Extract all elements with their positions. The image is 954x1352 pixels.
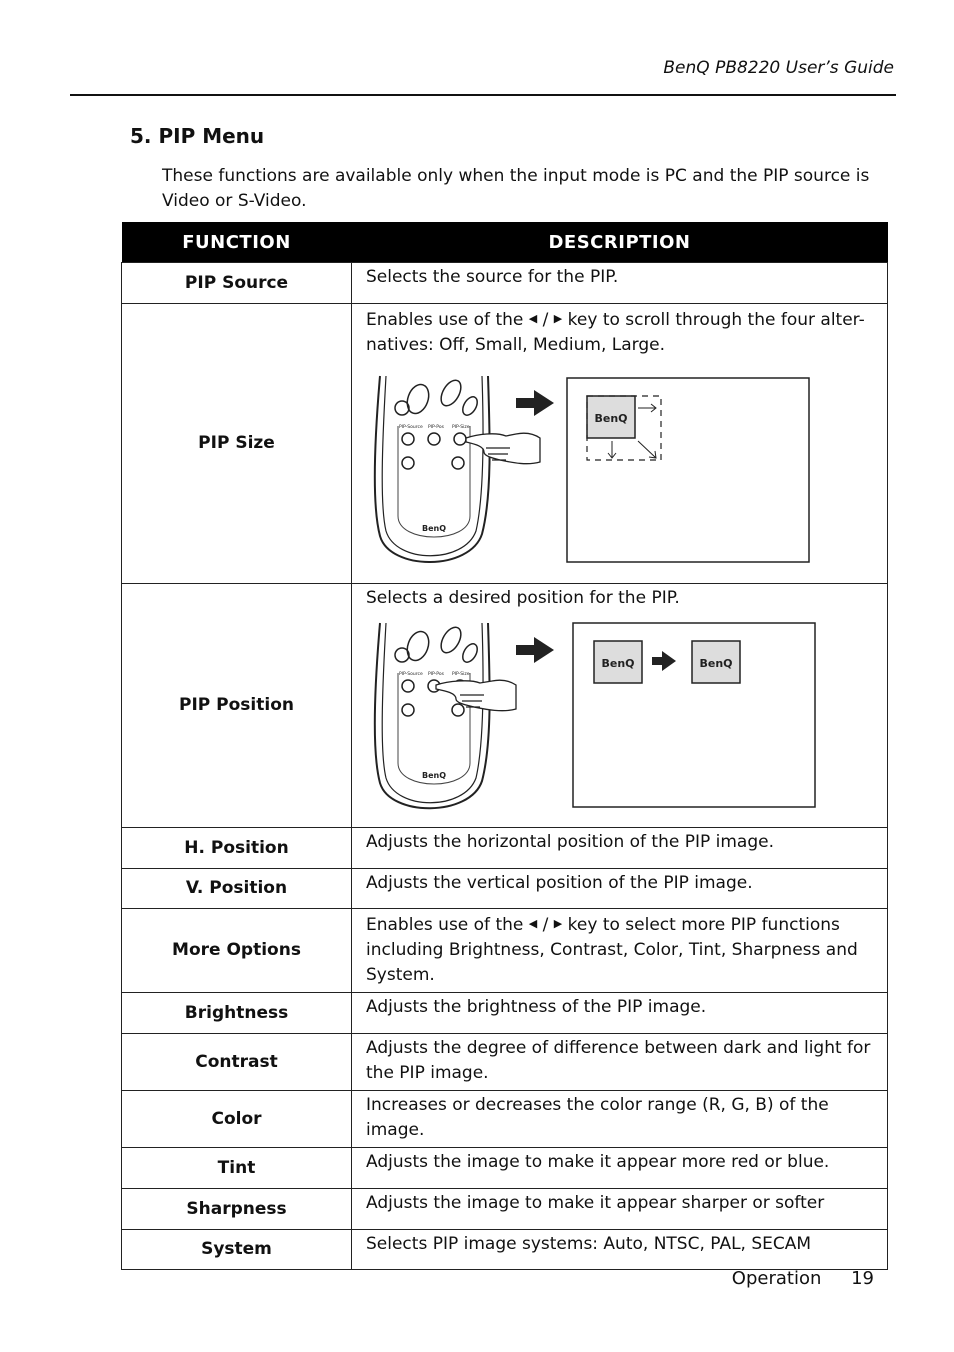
function-cell: More Options (122, 909, 352, 993)
left-key-icon: ◀ (528, 312, 538, 325)
table-row (122, 1034, 888, 1091)
description-cell: Adjusts the image to make it appear more red or blue. (352, 1148, 888, 1189)
description-cell: Adjusts the vertical position of the PIP image. (352, 869, 888, 909)
table-row (122, 1189, 888, 1230)
description-cell: Enables use of the ◀ / ▶ key to select more PIP functions including Brightness, Contrast, Color, Tint, Sharpness and System. (352, 909, 888, 993)
hand-pointer-icon (466, 433, 540, 463)
table-row (122, 263, 888, 304)
function-cell: Color (122, 1091, 352, 1148)
table-row (122, 909, 888, 993)
page-number: 19 (851, 1268, 874, 1289)
table-row (122, 1091, 888, 1148)
pip-logo: BenQ (699, 657, 733, 670)
description-cell: Adjusts the degree of difference between dark and light for the PIP image. (352, 1034, 888, 1091)
pip-window-start (594, 641, 642, 683)
intro-paragraph: These functions are available only when the input mode is PC and the PIP source is Video or S-Video. (162, 166, 870, 211)
pip-logo: BenQ (594, 412, 628, 425)
pip-position-figure (366, 617, 836, 817)
table-row (122, 869, 888, 909)
description-cell: Adjusts the image to make it appear sharper or softer (352, 1189, 888, 1230)
description-cell: Increases or decreases the color range (R, G, B) of the image. (352, 1091, 888, 1148)
function-cell: Brightness (122, 993, 352, 1034)
description-cell (352, 304, 888, 584)
pip-logo: BenQ (601, 657, 635, 670)
table-row (122, 1148, 888, 1189)
description-text: Enables use of the ◀ / ▶ key to scroll through the four alter-natives: Off, Small, Medium, Large. (366, 310, 865, 355)
table-header-row (122, 222, 888, 263)
right-arrow-icon (516, 390, 554, 416)
function-table (121, 222, 888, 1270)
function-cell: System (122, 1230, 352, 1270)
function-cell: Sharpness (122, 1189, 352, 1230)
col-description-header: DESCRIPTION (352, 222, 888, 263)
pip-window-end (692, 641, 740, 683)
page-footer (732, 1268, 874, 1289)
remote-label-pip-pos: PIP-Pos (428, 425, 444, 430)
right-key-icon: ▶ (553, 917, 563, 930)
left-key-icon: ◀ (528, 917, 538, 930)
header-rule (70, 94, 896, 96)
remote-label-pip-source: PIP-Source (399, 672, 423, 677)
function-cell: H. Position (122, 828, 352, 869)
hand-pointer-icon (436, 680, 516, 710)
function-cell: PIP Position (122, 584, 352, 828)
function-cell: PIP Size (122, 304, 352, 584)
col-function-header: FUNCTION (122, 222, 352, 263)
description-text: Selects a desired position for the PIP. (366, 588, 680, 608)
function-cell: Contrast (122, 1034, 352, 1091)
table-row (122, 304, 888, 584)
remote-logo: BenQ (421, 524, 447, 533)
function-cell: V. Position (122, 869, 352, 909)
remote-logo: BenQ (421, 771, 447, 780)
table-row (122, 993, 888, 1034)
remote-illustration (375, 376, 490, 562)
table-row (122, 1230, 888, 1270)
table-row (122, 828, 888, 869)
description-cell: Selects the source for the PIP. (352, 263, 888, 304)
right-key-icon: ▶ (553, 312, 563, 325)
remote-label-pip-pos: PIP-Pos (428, 672, 444, 677)
remote-illustration (375, 623, 490, 808)
function-cell: Tint (122, 1148, 352, 1189)
function-cell: PIP Source (122, 263, 352, 304)
remote-label-pip-source: PIP-Source (399, 425, 423, 430)
pip-window (587, 396, 635, 438)
description-cell: Adjusts the horizontal position of the PIP image. (352, 828, 888, 869)
description-cell (352, 584, 888, 828)
header-title: BenQ PB8220 User’s Guide (663, 58, 894, 78)
pip-size-figure (366, 366, 836, 571)
right-arrow-icon (516, 637, 554, 663)
remote-label-pip-size: PIP-Size (452, 672, 470, 677)
section-title: 5. PIP Menu (130, 124, 265, 148)
remote-label-pip-size: PIP-Size (452, 425, 470, 430)
description-cell: Adjusts the brightness of the PIP image. (352, 993, 888, 1034)
description-cell: Selects PIP image systems: Auto, NTSC, PAL, SECAM (352, 1230, 888, 1270)
table-row (122, 584, 888, 828)
footer-section: Operation (731, 1268, 822, 1289)
